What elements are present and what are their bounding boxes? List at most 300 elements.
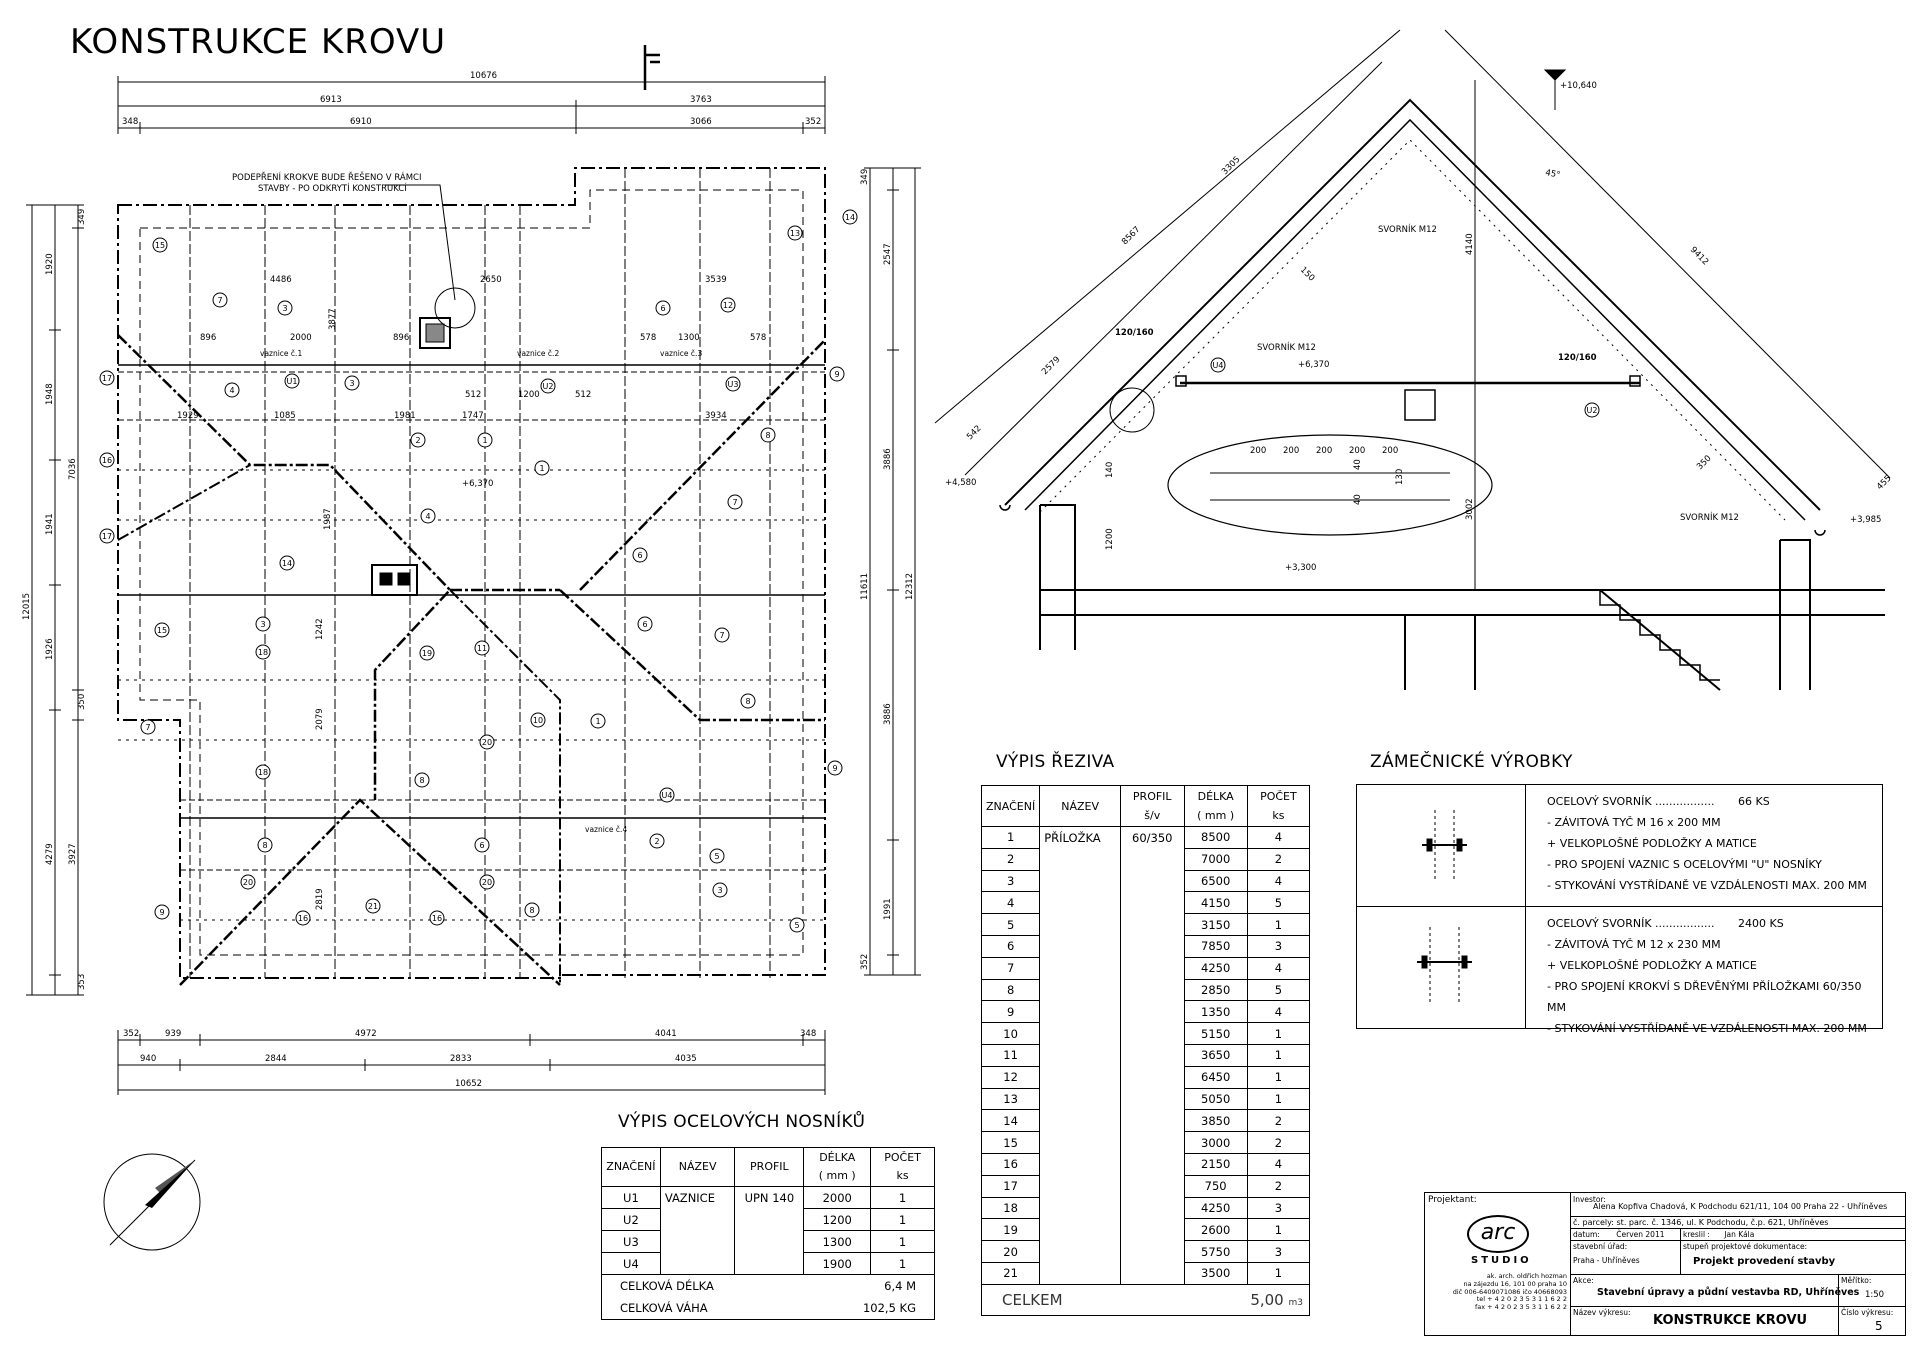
steel-row: [602, 1209, 935, 1231]
plan-marker-label: 17: [101, 374, 113, 383]
svornik-label-1: SVORNÍK M12: [1378, 225, 1437, 235]
studio-label: STUDIO: [1471, 1255, 1532, 1266]
timber-table: [981, 785, 1310, 1316]
beam-label-left: 120/160: [1115, 328, 1154, 338]
timber-cell: [1040, 935, 1121, 957]
level-eave-right: +3,985: [1850, 515, 1882, 525]
plan-marker-label: 1: [539, 464, 545, 473]
timber-heading: VÝPIS ŘEZIVA: [996, 752, 1115, 772]
tb-action: Stavební úpravy a půdní vestavba RD, Uhříněves: [1597, 1287, 1860, 1298]
tb-scale-label: Měřítko:: [1841, 1276, 1872, 1285]
dim-inner-1929: 1929: [177, 411, 199, 421]
timber-cell: 11: [982, 1044, 1040, 1066]
dim-inner-512a: 512: [465, 390, 482, 400]
dim-bottom-total: 10652: [455, 1079, 483, 1089]
plan-marker-label: 7: [145, 723, 151, 732]
timber-cell: [1121, 1132, 1185, 1154]
timber-cell: 6500: [1184, 870, 1247, 892]
plan-marker-label: 8: [262, 841, 268, 850]
lock-1-count: 66 KS: [1737, 795, 1770, 808]
timber-cell: 3: [1247, 1241, 1309, 1263]
steel-total-weight-value: 102,5 KG: [862, 1301, 916, 1315]
timber-cell: 3: [1247, 1197, 1309, 1219]
timber-cell: 1: [982, 827, 1040, 849]
timber-row: [982, 979, 1310, 1001]
timber-cell: 4: [1247, 1153, 1309, 1175]
timber-cell: 4: [982, 892, 1040, 914]
section-marker-label: U4: [1212, 361, 1224, 370]
timber-cell: 3650: [1184, 1044, 1247, 1066]
dim-right-352: 352: [860, 953, 870, 970]
lock-2-line-4: - STYKOVÁNÍ VYSTŘÍDANĚ VE VZDÁLENOSTI MAX. 200 MM: [1547, 1022, 1867, 1035]
steel-cell: 1: [871, 1253, 935, 1275]
timber-cell: 3150: [1184, 914, 1247, 936]
level-floor: +3,300: [1285, 563, 1317, 573]
lock-2-line-2: + VELKOPLOŠNÉ PODLOŽKY A MATICE: [1547, 959, 1757, 972]
dim-bottom-2833: 2833: [450, 1054, 472, 1064]
dim-inner-1085: 1085: [274, 411, 296, 421]
dim-top-6: 352: [805, 117, 822, 127]
plan-marker-label: 3: [260, 620, 266, 629]
timber-total-value: 5,00: [1250, 1290, 1284, 1309]
timber-cell: 2: [1247, 1175, 1309, 1197]
dim-bottom-939: 939: [165, 1029, 182, 1039]
plan-note-line1: PODEPŘENÍ KROKVE BUDE ŘEŠENO V RÁMCI: [232, 173, 422, 183]
steel-cell: UPN 140: [735, 1187, 804, 1209]
timber-cell: 7: [982, 957, 1040, 979]
timber-cell: 4250: [1184, 957, 1247, 979]
plan-marker-label: 2: [415, 436, 421, 445]
plan-marker-label: 6: [660, 304, 666, 313]
dim-inner-512b: 512: [575, 390, 592, 400]
dim-bottom-940: 940: [140, 1054, 157, 1064]
timber-row: [982, 957, 1310, 979]
dim-inner-1300: 1300: [678, 333, 700, 343]
timber-cell: 1: [1247, 1219, 1309, 1241]
plan-marker-label: 18: [257, 648, 269, 657]
plan-marker-label: 19: [421, 649, 433, 658]
plan-marker-label: 17: [101, 532, 113, 541]
tb-office-label: stavební úřad:: [1573, 1242, 1628, 1251]
plan-marker-label: 14: [281, 559, 293, 568]
timber-row: [982, 1044, 1310, 1066]
timber-cell: 1: [1247, 1066, 1309, 1088]
timber-cell: 3500: [1184, 1262, 1247, 1284]
plan-marker-label: 18: [257, 768, 269, 777]
steel-total-length-label: CELKOVÁ DÉLKA: [602, 1275, 804, 1298]
timber-cell: [1040, 1197, 1121, 1219]
steel-cell: 1: [871, 1209, 935, 1231]
timber-cell: 3850: [1184, 1110, 1247, 1132]
timber-cell: [1040, 848, 1121, 870]
sec-dim-542: 542: [965, 423, 984, 443]
timber-row: [982, 870, 1310, 892]
lock-1-line-4: - STYKOVÁNÍ VYSTŘÍDANĚ VE VZDÁLENOSTI MAX. 200 MM: [1547, 879, 1867, 892]
timber-cell: 9: [982, 1001, 1040, 1023]
timber-row: [982, 1175, 1310, 1197]
plan-marker-label: 2: [654, 837, 660, 846]
tb-stage: Projekt provedení stavby: [1693, 1256, 1836, 1267]
timber-cell: 5: [1247, 892, 1309, 914]
steel-cell: VAZNICE: [660, 1187, 735, 1209]
lock-2-title: OCELOVÝ SVORNÍK: [1547, 917, 1652, 930]
dim-left-1941: 1941: [45, 513, 55, 535]
timber-cell: [1040, 914, 1121, 936]
sec-dim-8567: 8567: [1120, 224, 1143, 248]
tb-scale: 1:50: [1865, 1290, 1885, 1300]
timber-cell: [1121, 1175, 1185, 1197]
timber-row: [982, 1197, 1310, 1219]
plan-marker-label: 3: [282, 304, 288, 313]
timber-cell: 1: [1247, 1023, 1309, 1045]
steel-total-length-row: [602, 1275, 935, 1298]
plan-marker-label: 7: [217, 296, 223, 305]
timber-cell: 4: [1247, 870, 1309, 892]
plan-marker-label: 8: [765, 431, 771, 440]
timber-cell: 4150: [1184, 892, 1247, 914]
timber-cell: PŘÍLOŽKA: [1040, 827, 1121, 849]
dim-left-7036: 7036: [68, 458, 78, 480]
plan-marker-label: 7: [719, 631, 725, 640]
dim-left-12015: 12015: [22, 592, 32, 620]
dim-bottom-348: 348: [800, 1029, 817, 1039]
steel-table: [601, 1147, 935, 1320]
timber-cell: [1040, 1044, 1121, 1066]
timber-cell: 1: [1247, 1088, 1309, 1110]
timber-cell: [1040, 979, 1121, 1001]
bolt-m12-drawing: [1357, 907, 1526, 1028]
steel-cell: 1: [871, 1231, 935, 1253]
dim-left-350: 350: [77, 693, 87, 710]
plan-marker-label: 14: [844, 213, 856, 222]
tb-address-3: dič 006-6409071086 ičo 40668093: [1452, 1287, 1567, 1296]
timber-cell: 4: [1247, 1001, 1309, 1023]
timber-cell: [1121, 914, 1185, 936]
tb-office: Praha - Uhříněves: [1573, 1256, 1640, 1265]
steel-cell: [735, 1209, 804, 1231]
dim-right-1991: 1991: [883, 898, 893, 920]
timber-row: [982, 914, 1310, 936]
timber-cell: 2: [1247, 848, 1309, 870]
timber-cell: 2: [1247, 1132, 1309, 1154]
dim-bottom-4035: 4035: [675, 1054, 697, 1064]
plan-marker-label: 9: [834, 370, 840, 379]
plan-marker-label: 10: [532, 716, 544, 725]
detail-dim-5: 200: [1382, 446, 1399, 456]
plan-marker-label: 6: [479, 841, 485, 850]
timber-row: [982, 935, 1310, 957]
steel-total-weight-row: [602, 1297, 935, 1320]
detail-dim-7: 40: [1353, 494, 1363, 505]
steel-cell: [735, 1231, 804, 1253]
timber-cell: [1040, 892, 1121, 914]
lock-1-title: OCELOVÝ SVORNÍK: [1547, 795, 1652, 808]
timber-cell: [1121, 1197, 1185, 1219]
tb-address-5: fax + 4 2 0 2 3 5 3 1 1 6 2 2: [1474, 1303, 1567, 1312]
tb-number-label: Číslo výkresu:: [1841, 1308, 1894, 1317]
steel-cell: [660, 1231, 735, 1253]
timber-cell: [1121, 957, 1185, 979]
plan-marker-label: 21: [367, 902, 379, 911]
steel-heading: VÝPIS OCELOVÝCH NOSNÍKŮ: [618, 1112, 866, 1132]
dim-inner-2650: 2650: [480, 275, 502, 285]
plan-level: +6,370: [462, 479, 494, 489]
plan-marker-label: 6: [637, 551, 643, 560]
steel-col-profile: PROFIL: [750, 1160, 789, 1173]
dim-inner-4486: 4486: [270, 275, 292, 285]
dim-top-3: 348: [122, 117, 139, 127]
dim-left-4279: 4279: [45, 843, 55, 865]
dim-inner-2000: 2000: [290, 333, 312, 343]
timber-row: [982, 1001, 1310, 1023]
timber-cell: 1350: [1184, 1001, 1247, 1023]
plan-marker-label: U4: [661, 791, 673, 800]
timber-cell: 3: [982, 870, 1040, 892]
timber-cell: 5150: [1184, 1023, 1247, 1045]
sec-dim-1200: 1200: [1105, 528, 1115, 550]
plan-marker-label: 4: [425, 512, 431, 521]
locksmith-heading: ZÁMEČNICKÉ VÝROBKY: [1370, 752, 1573, 772]
timber-cell: 5750: [1184, 1241, 1247, 1263]
timber-cell: 21: [982, 1262, 1040, 1284]
timber-cell: 17: [982, 1175, 1040, 1197]
tb-parcel: č. parcely: st. parc. č. 1346, ul. K Podchodu, č.p. 621, Uhříněves: [1573, 1218, 1829, 1227]
dim-left-349: 349: [77, 208, 87, 225]
tb-projektant-label: Projektant:: [1428, 1195, 1477, 1205]
dim-vert-2819: 2819: [315, 888, 325, 910]
plan-marker-label: 11: [476, 644, 488, 653]
timber-cell: [1040, 1088, 1121, 1110]
detail-dim-6: 40: [1353, 459, 1363, 470]
timber-cell: 20: [982, 1241, 1040, 1263]
dim-top-4: 6910: [350, 117, 372, 127]
steel-cell: 1900: [804, 1253, 871, 1275]
dim-right-3886a: 3886: [883, 448, 893, 470]
timber-header-row: ZNAČENÍ NÁZEV PROFIL š/v DÉLKA ( mm ) POČET ks: [982, 786, 1310, 827]
dim-left-353: 353: [77, 973, 87, 990]
timber-cell: [1040, 1001, 1121, 1023]
lock-2-count: 2400 KS: [1737, 917, 1784, 930]
sec-dim-9412: 9412: [1687, 245, 1711, 268]
timber-cell: [1121, 1001, 1185, 1023]
timber-row: [982, 1066, 1310, 1088]
timber-cell: [1040, 1110, 1121, 1132]
timber-cell: 18: [982, 1197, 1040, 1219]
timber-cell: [1121, 979, 1185, 1001]
dim-inner-3539: 3539: [705, 275, 727, 285]
purlin-label-4: vaznice č.4: [585, 825, 628, 834]
plan-marker-label: 20: [481, 878, 493, 887]
dim-inner-1747: 1747: [462, 411, 484, 421]
level-eave-left: +4,580: [945, 478, 977, 488]
dim-top-5: 3066: [690, 117, 712, 127]
tb-stage-label: stupeň projektové dokumentace:: [1683, 1242, 1808, 1251]
timber-cell: [1121, 1044, 1185, 1066]
plan-marker-label: 1: [595, 717, 601, 726]
plan-marker-label: 13: [789, 229, 801, 238]
bolt-icon: [1357, 785, 1525, 906]
dim-inner-578b: 578: [750, 333, 767, 343]
dim-bottom-4041: 4041: [655, 1029, 677, 1039]
plan-marker-label: 7: [732, 498, 738, 507]
section-marker-label: U2: [1586, 406, 1598, 415]
plan-marker-label: 9: [159, 908, 165, 917]
timber-row: [982, 848, 1310, 870]
sec-dim-3002: 3002: [1465, 498, 1475, 520]
steel-col-length: DÉLKA: [819, 1151, 856, 1164]
timber-cell: 1: [1247, 1044, 1309, 1066]
timber-cell: 60/350: [1121, 827, 1185, 849]
dim-vert-2079: 2079: [315, 708, 325, 730]
dim-right-3886b: 3886: [883, 703, 893, 725]
lock-2-line-3: - PRO SPOJENÍ KROKVÍ S DŘEVĚNÝMI PŘÍLOŽKAMI 60/350 MM: [1547, 980, 1862, 1014]
plan-marker-label: 20: [481, 738, 493, 747]
lock-1-line-3: - PRO SPOJENÍ VAZNIC S OCELOVÝMI "U" NOSNÍKY: [1547, 858, 1822, 871]
north-arrow-icon: [100, 1150, 205, 1255]
lock-1-line-1: - ZÁVITOVÁ TYČ M 16 x 200 MM: [1547, 816, 1721, 829]
tb-number: 5: [1875, 1319, 1883, 1333]
timber-row: [982, 1241, 1310, 1263]
timber-cell: 6: [982, 935, 1040, 957]
timber-cell: 2: [1247, 1110, 1309, 1132]
timber-cell: [1121, 935, 1185, 957]
svornik-label-3: SVORNÍK M12: [1680, 513, 1739, 523]
timber-total-label: CELKEM: [982, 1284, 1121, 1315]
timber-cell: [1040, 1219, 1121, 1241]
sec-dim-140: 140: [1105, 461, 1115, 478]
detail-dim-2: 200: [1283, 446, 1300, 456]
timber-cell: 3: [1247, 935, 1309, 957]
tb-investor-label: Investor:: [1573, 1195, 1606, 1204]
steel-row: [602, 1187, 935, 1209]
dim-top-1: 6913: [320, 95, 342, 105]
dim-right-349: 349: [860, 168, 870, 185]
bolt-icon: [1357, 907, 1525, 1028]
timber-cell: [1040, 1023, 1121, 1045]
timber-cell: [1121, 892, 1185, 914]
detail-dim-4: 200: [1349, 446, 1366, 456]
timber-col-length: DÉLKA: [1197, 790, 1234, 803]
timber-row: [982, 1110, 1310, 1132]
sec-dim-455: 455: [1875, 473, 1894, 493]
timber-cell: 10: [982, 1023, 1040, 1045]
detail-dim-3: 200: [1316, 446, 1333, 456]
tb-date: Červen 2011: [1616, 1230, 1665, 1239]
timber-cell: [1040, 870, 1121, 892]
steel-cell: U4: [602, 1253, 661, 1275]
tb-name: KONSTRUKCE KROVU: [1653, 1313, 1808, 1328]
level-ceiling: +6,370: [1298, 360, 1330, 370]
lock-2-line-1: - ZÁVITOVÁ TYČ M 12 x 230 MM: [1547, 938, 1721, 951]
plan-marker-label: 15: [154, 241, 166, 250]
svornik-label-2: SVORNÍK M12: [1257, 343, 1316, 353]
timber-cell: [1121, 1023, 1185, 1045]
timber-col-profile: PROFIL: [1132, 790, 1172, 803]
timber-cell: 6450: [1184, 1066, 1247, 1088]
timber-cell: 7850: [1184, 935, 1247, 957]
dim-vert-3877: 3877: [328, 308, 338, 330]
plan-marker-label: 5: [714, 852, 720, 861]
plan-marker-label: 8: [745, 697, 751, 706]
locksmith-item-1: OCELOVÝ SVORNÍK ................. 66 KS - ZÁVITOVÁ TYČ M 16 x 200 MM + VELKOPLOŠNÉ PODLOŽKY A MATICE - PRO SPOJENÍ VAZNIC S OCELOVÝMI "U" NOSNÍKY - STYKOVÁNÍ VYSTŘÍDANĚ VE VZDÁLENOSTI MAX. 200 MM: [1357, 785, 1882, 907]
timber-cell: 2: [982, 848, 1040, 870]
timber-col-id: ZNAČENÍ: [986, 799, 1036, 813]
plan-marker-label: 20: [242, 878, 254, 887]
purlin-label-1: vaznice č.1: [260, 349, 303, 358]
plan-marker-label: 8: [529, 906, 535, 915]
tb-drawn: Jan Kála: [1724, 1230, 1755, 1239]
timber-cell: 750: [1184, 1175, 1247, 1197]
dim-top-2: 3763: [690, 95, 712, 105]
timber-row: [982, 827, 1310, 849]
dim-bottom-4972: 4972: [355, 1029, 377, 1039]
timber-cell: [1121, 1262, 1185, 1284]
timber-total-row: [982, 1284, 1310, 1315]
steel-row: [602, 1253, 935, 1275]
timber-cell: 4: [1247, 827, 1309, 849]
timber-row: [982, 1219, 1310, 1241]
tb-address-2: na zájezdu 16, 101 00 praha 10: [1463, 1279, 1567, 1288]
timber-cell: 19: [982, 1219, 1040, 1241]
timber-cell: [1040, 1262, 1121, 1284]
timber-cell: [1121, 1219, 1185, 1241]
timber-cell: 2150: [1184, 1153, 1247, 1175]
steel-cell: 1200: [804, 1209, 871, 1231]
dim-top-total: 10676: [470, 71, 498, 81]
timber-cell: 7000: [1184, 848, 1247, 870]
steel-cell: 2000: [804, 1187, 871, 1209]
dim-inner-3934: 3934: [705, 411, 727, 421]
plan-marker-label: 3: [717, 886, 723, 895]
sec-dim-350: 350: [1695, 453, 1714, 473]
steel-row: [602, 1231, 935, 1253]
beam-label-right: 120/160: [1558, 353, 1597, 363]
purlin-label-3: vaznice č.3: [660, 349, 703, 358]
purlin-label-2: vaznice č.2: [517, 349, 560, 358]
dim-right-12312: 12312: [905, 572, 915, 600]
plan-marker-label: 1: [482, 436, 488, 445]
dim-left-1920: 1920: [45, 253, 55, 275]
steel-col-name: NÁZEV: [678, 1160, 717, 1173]
timber-cell: [1121, 1241, 1185, 1263]
dim-left-3927: 3927: [68, 843, 78, 865]
timber-cell: 12: [982, 1066, 1040, 1088]
dim-inner-578a: 578: [640, 333, 657, 343]
timber-cell: 3000: [1184, 1132, 1247, 1154]
steel-header-row: ZNAČENÍ NÁZEV PROFIL DÉLKA ( mm ) POČET ks: [602, 1148, 935, 1187]
timber-cell: 14: [982, 1110, 1040, 1132]
tb-address-1: ak. arch. oldřich hozman: [1486, 1272, 1567, 1280]
steel-cell: U1: [602, 1187, 661, 1209]
detail-dim-1: 200: [1250, 446, 1267, 456]
tb-name-label: Název výkresu:: [1573, 1308, 1631, 1317]
lock-1-line-2: + VELKOPLOŠNÉ PODLOŽKY A MATICE: [1547, 837, 1757, 850]
steel-cell: 1300: [804, 1231, 871, 1253]
timber-cell: 5: [982, 914, 1040, 936]
plan-marker-label: 4: [229, 386, 235, 395]
timber-col-name: NÁZEV: [1061, 799, 1099, 813]
plan-marker-label: U2: [542, 382, 554, 391]
steel-total-length-value: 6,4 M: [804, 1275, 935, 1298]
bolt-m16-drawing: [1357, 785, 1526, 906]
locksmith-item-2: OCELOVÝ SVORNÍK ................. 2400 KS - ZÁVITOVÁ TYČ M 12 x 230 MM + VELKOPLOŠNÉ PODLOŽKY A MATICE - PRO SPOJENÍ KROKVÍ S DŘEVĚNÝMI PŘÍLOŽKAMI 60/350 MM - STYKOVÁNÍ VYSTŘÍDANĚ VE VZDÁLENOSTI MAX. 200 MM: [1357, 907, 1882, 1028]
title-block: [1424, 1192, 1906, 1336]
timber-row: [982, 1132, 1310, 1154]
plan-marker-label: 15: [156, 626, 168, 635]
level-ridge: +10,640: [1560, 81, 1597, 91]
timber-cell: [1121, 1110, 1185, 1132]
tb-action-label: Akce:: [1573, 1276, 1594, 1285]
